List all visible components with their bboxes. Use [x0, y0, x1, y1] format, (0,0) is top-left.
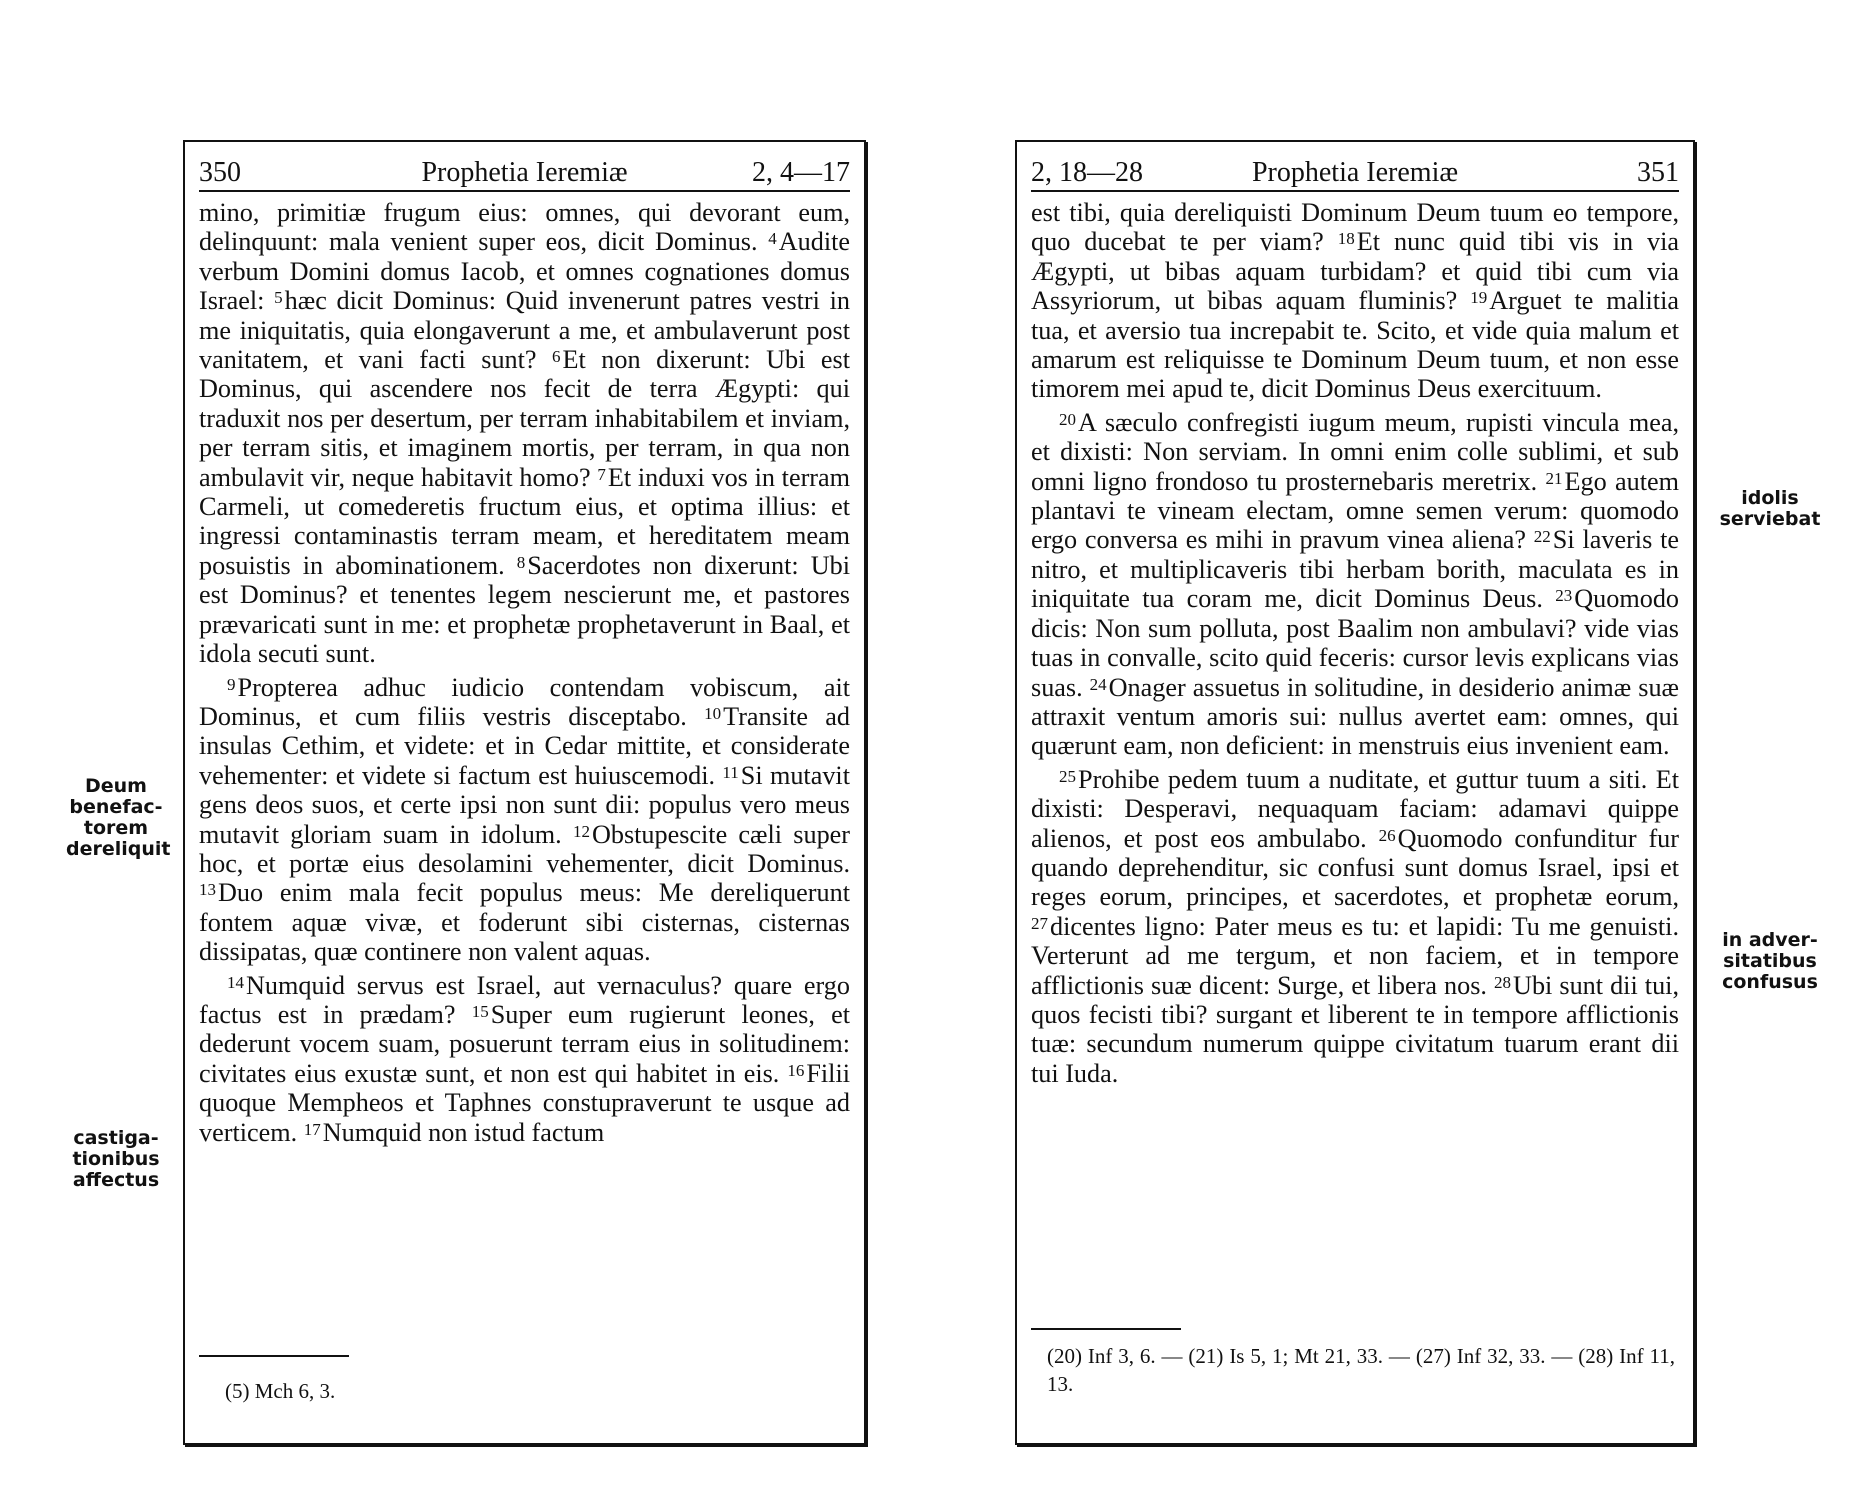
verse-number: 20 [1059, 409, 1076, 429]
verse-text: Numquid non istud factum [322, 1117, 605, 1147]
verse-text: Super eum rugierunt leones, et dederunt vocem suam, posuerunt terram eius in solitudinem: civitates eius exustæ sunt, et non est qui habitet in eis. [199, 999, 850, 1088]
verse-number: 21 [1545, 468, 1563, 488]
verse-text: Transite ad insulas Cethim, et videte: et in Cedar mittite, et considerate vehementer: et videte si factum est huiuscemodi. [199, 701, 850, 790]
footnote-rule [1031, 1328, 1181, 1330]
verse-number: 10 [704, 703, 722, 723]
paragraph [199, 673, 850, 967]
verse-text: Duo enim mala fecit populus meus: Me dereliquerunt fontem aquæ vivæ, et foderunt sibi cisternas, cisternas dissipatas, quæ continere non valent aquas. [199, 878, 850, 967]
verse-text: Et nunc quid tibi vis in via Ægypti, ut bibas aquam turbidam? et quid tibi cum via Assyriorum, ut bibas aquam fluminis? [1031, 227, 1680, 316]
verse-number: 12 [572, 821, 590, 841]
verse-number: 17 [303, 1119, 321, 1139]
page-number: 350 [199, 157, 241, 188]
footnote: (20) Inf 3, 6. — (21) Is 5, 1; Mt 21, 33. — (27) Inf 32, 33. — (28) Inf 11, 13. [1047, 1344, 1675, 1396]
verse-number: 27 [1031, 913, 1048, 933]
paragraph [199, 971, 850, 1147]
verse-text: Quomodo dicis: Non sum polluta, post Baalim non ambulavi? vide vias tuas in convalle, scito quid feceris: cursor levis explicans vias suas. [1031, 584, 1679, 702]
verse-text: Obstupescite cæli super hoc, et portæ eius desolamini vehementer, dicit Dominus. [199, 819, 851, 878]
verse-text: Arguet te malitia tua, et aversio tua increpabit te. Scito, et vide quia malum et amarum est reliquisse te Dominum Deum tuum, et non esse timorem mei apud te, dicit Dominus Deus exercituum. [1031, 286, 1679, 404]
chapter-verse-range: 2, 18—28 [1031, 157, 1143, 188]
left-page [183, 140, 866, 1445]
verse-number: 23 [1555, 586, 1573, 606]
right-page-text [1031, 198, 1679, 1088]
right-page [1015, 140, 1695, 1445]
verse-number: 11 [722, 762, 739, 782]
verse-text: Onager assuetus in solitudine, in desiderio animæ suæ attraxit ventum amoris sui: nullus avertet eam: omnes, qui quærunt eam, non deficient: in menstruis eius invenient eam. [1031, 672, 1680, 761]
margin-note: Deum benefac-torem dereliquit [66, 775, 171, 860]
verse-number: 4 [768, 229, 777, 249]
paragraph [199, 198, 850, 669]
verse-number: 6 [552, 347, 561, 367]
verse-text: Numquid servus est Israel, aut vernaculus? quare ergo factus est in prædam? [199, 970, 850, 1029]
verse-text: A sæculo confregisti iugum meum, rupisti vincula mea, et dixisti: Non serviam. In omni enim colle sublimi, et sub omni ligno frondoso tu prosternebaris meretrix. [1031, 407, 1679, 496]
running-title: Prophetia Ieremiæ [1251, 157, 1459, 188]
verse-text: Audite verbum Domini domus Iacob, et omnes cognationes domus Israel: [199, 227, 850, 316]
verse-number: 13 [199, 880, 216, 900]
verse-number: 18 [1337, 229, 1355, 249]
verse-number: 16 [787, 1060, 805, 1080]
left-page-text [199, 198, 850, 1147]
verse-number: 5 [274, 288, 283, 308]
verse-number: 25 [1059, 766, 1076, 786]
verse-number: 14 [227, 972, 244, 992]
verse-number: 24 [1089, 674, 1107, 694]
verse-text: est tibi, quia dereliquisti Dominum Deum tuum eo tempore, quo ducebat te per viam? [1031, 198, 1679, 257]
verse-text: Quomodo confunditur fur quando deprehenditur, sic confusi sunt domus Israel, ipsi et reges eorum, principes, et sacerdotes, et prophetæ eorum, [1031, 823, 1680, 912]
verse-text: Filii quoque Mempheos et Taphnes constupraverunt te usque ad verticem. [199, 1058, 850, 1147]
verse-text: Si mutavit gens deos suos, et certe ipsi non sunt dii: populus vero meus mutavit gloriam suam in idolum. [199, 760, 850, 849]
chapter-verse-range: 2, 4—17 [752, 157, 850, 188]
verse-text: dicentes ligno: Pater meus es tu: et lapidi: Tu me genuisti. Verterunt ad me tergum, et non faciem, et in tempore afflictionis suæ dicent: Surge, et libera nos. [1031, 911, 1679, 1000]
page-number: 351 [1637, 157, 1679, 188]
verse-text: Et non dixerunt: Ubi est Dominus, qui ascendere nos fecit de terra Ægypti: qui traduxit nos per desertum, per terram inhabitabilem et inviam, per terram sitis, et imaginem mortis, per terram, in qua non ambulavit vir, neque habitavit homo? [199, 345, 850, 492]
verse-text: Propterea adhuc iudicio contendam vobiscum, ait Dominus, et cum filiis vestris disceptabo. [199, 672, 850, 731]
verse-number: 19 [1470, 288, 1488, 308]
verse-text: mino, primitiæ frugum eius: omnes, qui devorant eum, delinquunt: mala venient super eos, dicit Dominus. [199, 198, 850, 257]
verse-text: Si laveris te nitro, et multiplicaveris tibi herbam borith, maculata es in iniquitate tua coram me, dicit Dominus Deus. [1031, 525, 1679, 614]
paragraph [1031, 198, 1679, 404]
verse-number: 15 [471, 1001, 489, 1021]
left-page-header [199, 156, 850, 192]
paragraph [1031, 765, 1679, 1088]
right-page-header [1031, 156, 1679, 192]
verse-number: 9 [227, 674, 236, 694]
verse-number: 8 [516, 552, 526, 572]
verse-number: 28 [1494, 972, 1512, 992]
verse-text: Sacerdotes non dixerunt: Ubi est Dominus? et tenentes legem nescierunt me, et pastores prævaricati sunt in me: et prophetæ prophetaverunt in Baal, et idola secuti sunt. [199, 550, 850, 669]
paragraph [1031, 408, 1679, 761]
margin-note: idolis serviebat [1719, 487, 1821, 530]
footnote: (5) Mch 6, 3. [225, 1379, 336, 1403]
footnote-rule [199, 1355, 349, 1357]
verse-text: Ego autem plantavi te vineam electam, omne semen verum: quomodo ergo conversa es mihi in pravum vinea aliena? [1031, 466, 1679, 555]
verse-text: Ubi sunt dii tui, quos fecisti tibi? surgant et liberent te in tempore afflictionis tuæ: secundum numerum quippe civitatum tuarum erant dii tui Iuda. [1031, 970, 1679, 1088]
margin-note: castiga-tionibus affectus [72, 1127, 160, 1191]
running-title: Prophetia Ieremiæ [421, 157, 628, 188]
verse-number: 26 [1378, 825, 1396, 845]
margin-note: in adver-sitatibus confusus [1722, 929, 1818, 993]
verse-text: Prohibe pedem tuum a nuditate, et guttur tuum a siti. Et dixisti: Desperavi, nequaquam faciam: adamavi quippe alienos, et post eos ambulabo. [1031, 764, 1679, 853]
verse-number: 22 [1533, 527, 1551, 547]
verse-number: 7 [597, 464, 606, 484]
verse-text: hæc dicit Dominus: Quid invenerunt patres vestri in me iniquitatis, quia elongaverunt a me, et ambulaverunt post vanitatem, et vani facti sunt? [199, 286, 850, 375]
verse-text: Et induxi vos in terram Carmeli, ut comederetis fructum eius, et optima illius: et ingressi contaminastis terram meam, et hereditatem meam posuistis in abominationem. [199, 462, 850, 580]
